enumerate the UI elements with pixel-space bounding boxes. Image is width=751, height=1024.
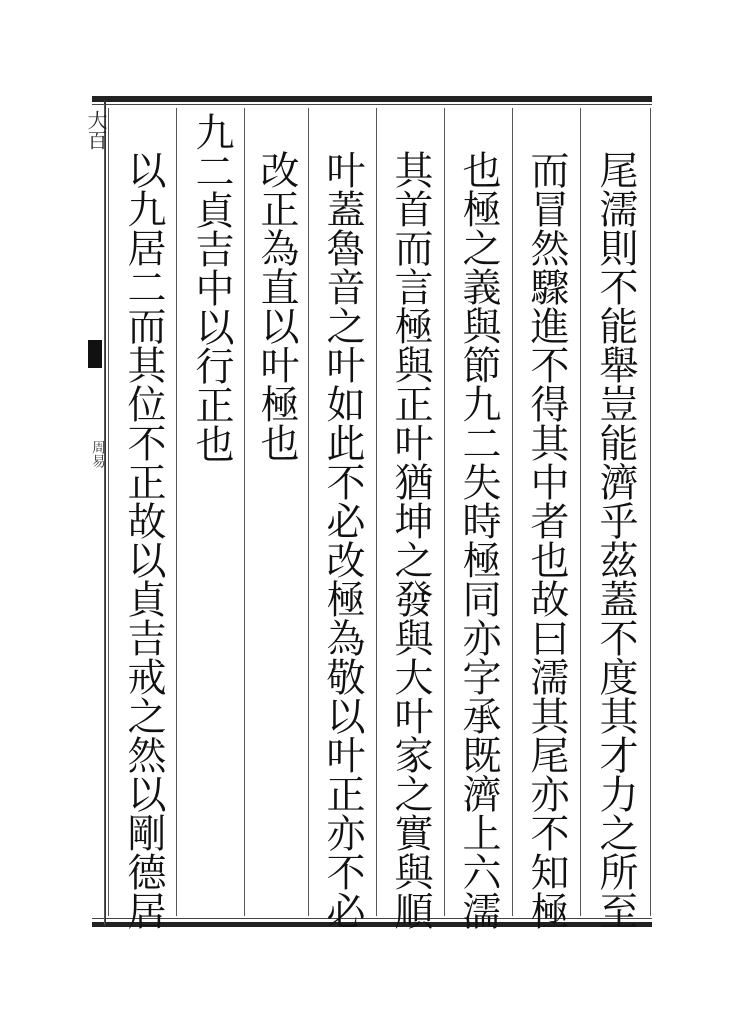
column-divider: [244, 108, 245, 916]
top-border-thin: [92, 104, 652, 105]
column-divider: [650, 108, 651, 916]
column-divider: [512, 108, 513, 916]
column-divider: [376, 108, 377, 916]
text-column-1: 尾濡則不能舉豈能濟乎茲蓋不度其才力之所至: [593, 150, 638, 930]
text-column-3: 也極之義與節九二失時極同亦字承既濟上六濡: [456, 150, 501, 930]
column-divider: [108, 108, 109, 916]
text-column-7: 九二貞吉中以行正也: [189, 112, 234, 463]
text-column-5: 叶蓋魯音之叶如此不必改極為敬以叶正亦不必: [320, 150, 365, 930]
fish-tail-mark: [88, 340, 102, 368]
margin-top-text: 大百: [84, 110, 108, 150]
column-divider: [176, 108, 177, 916]
column-divider: [580, 108, 581, 916]
text-column-4: 其首而言極與正叶猶坤之發與大叶家之實與順: [388, 150, 433, 930]
text-column-8: 以九居二而其位不正故以貞吉戒之然以剛德居: [121, 150, 166, 930]
column-divider: [444, 108, 445, 916]
text-column-2: 而冒然驟進不得其中者也故曰濡其尾亦不知極: [524, 150, 569, 930]
text-column-6: 改正為直以叶極也: [254, 150, 299, 462]
top-border: [92, 96, 652, 102]
column-divider: [308, 108, 309, 916]
margin-side-text: 周易: [90, 440, 106, 468]
